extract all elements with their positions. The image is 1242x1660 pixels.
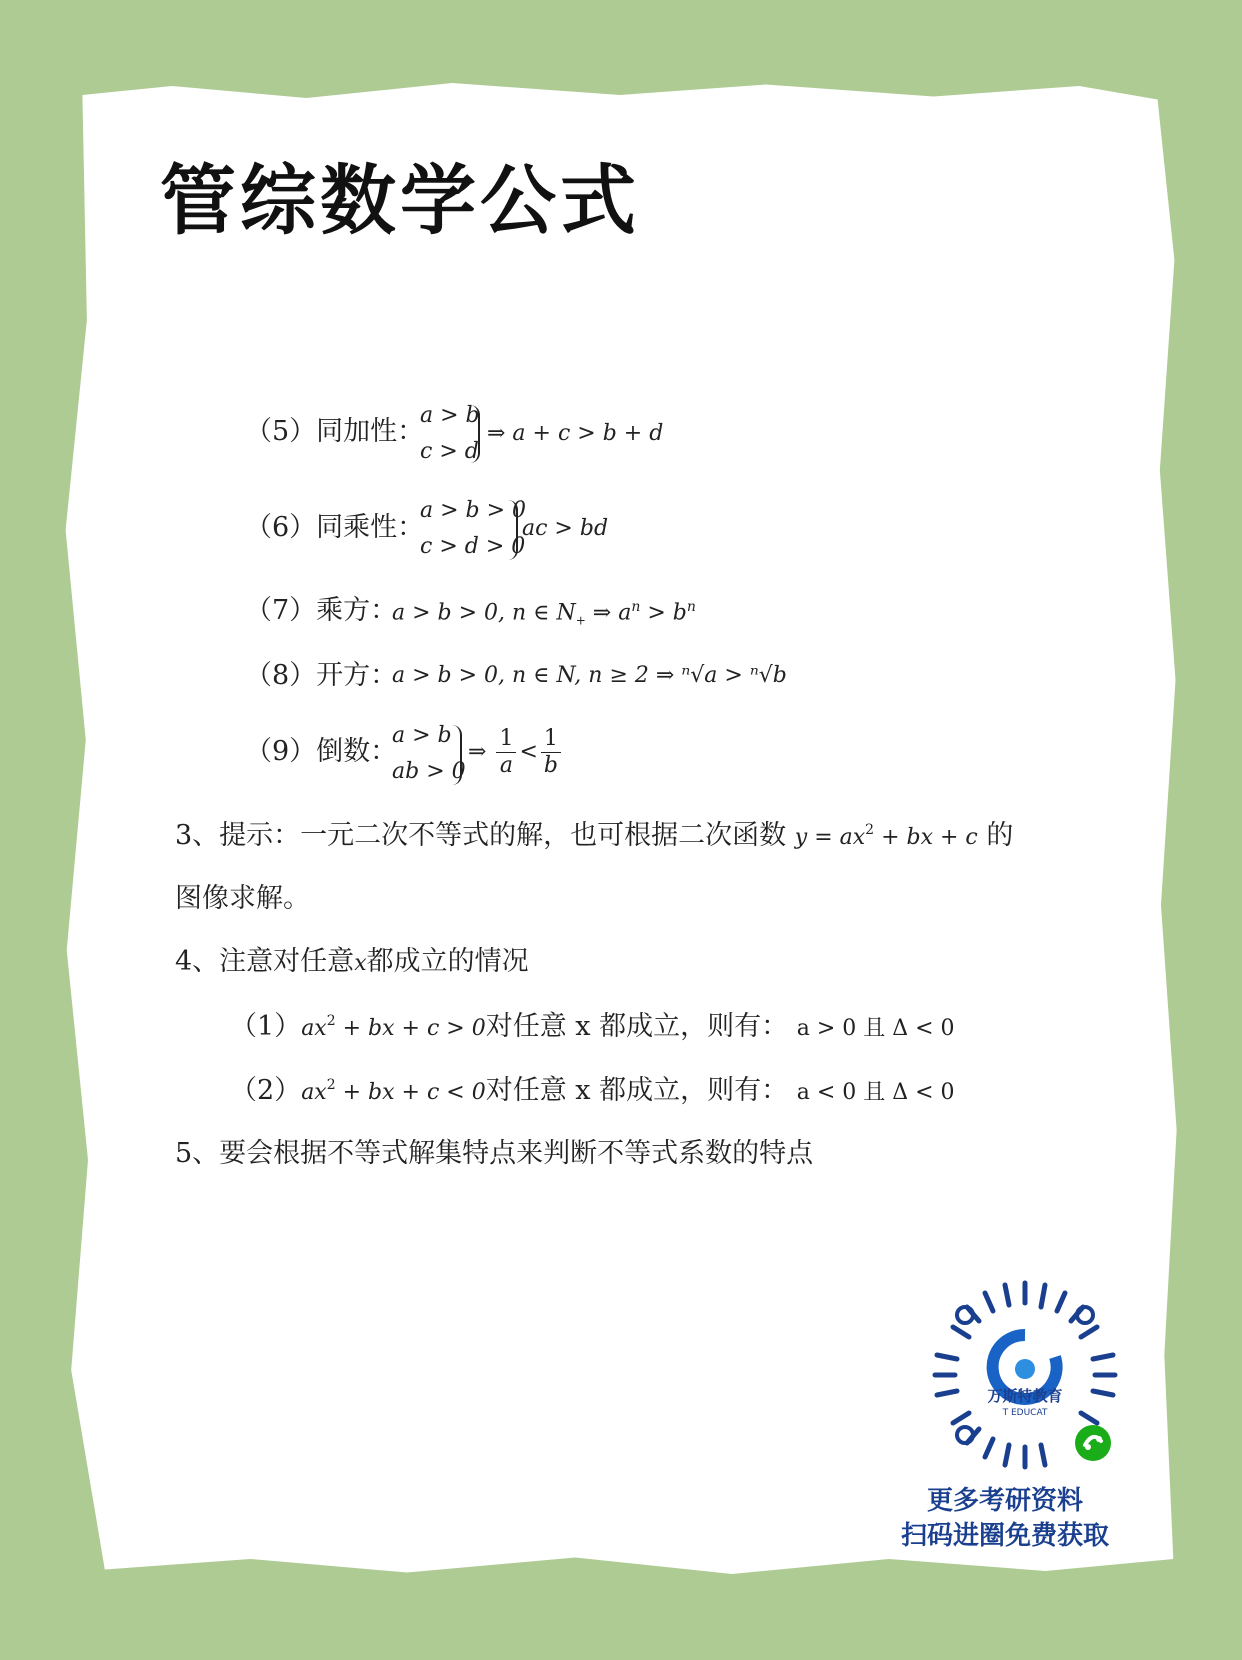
paragraph-3-sup: 2 (865, 822, 875, 838)
qr-caption-1: 更多考研资料 (926, 1486, 1083, 1516)
item-8-label: （8）开方： (245, 660, 398, 691)
item-7-result-2: > b (640, 600, 687, 626)
sub-item-2-text: 对任意 x 都成立，则有： (485, 1075, 789, 1106)
sub-item-1-m1: ax (301, 1016, 327, 1041)
item-9-frac-1: $\frac{1}{a}$ (496, 728, 516, 777)
item-9-cond-1: a > b (392, 723, 452, 748)
sub-item-1-m2: + bx + c > 0 (335, 1016, 486, 1041)
qr-code-icon[interactable] (925, 1275, 1125, 1475)
sub-item-2-m1: ax (301, 1080, 327, 1105)
paragraph-5: 5、要会根据不等式解集特点来判断不等式系数的特点 (175, 1138, 814, 1169)
item-8-cond: a > b > 0, n ∈ N, n ≥ 2 ⇒ (392, 663, 675, 688)
paragraph-3 (175, 822, 1013, 849)
item-7-expr (392, 600, 696, 627)
sub-item-1-text: 对任意 x 都成立，则有： (485, 1011, 789, 1042)
paragraph-3-math: y = ax (794, 825, 866, 850)
item-9-implies: ⇒ (468, 739, 487, 765)
item-8-root-b: ⁿ√b (749, 663, 787, 688)
item-8-root-a: ⁿ√a (681, 663, 718, 688)
item-9-result (468, 728, 564, 777)
sub-item-2-m2: + bx + c < 0 (335, 1080, 486, 1105)
sub-item-2-cond: a < 0 且 Δ < 0 (796, 1080, 955, 1105)
sub-item-2 (230, 1077, 955, 1104)
sub-item-1-label: （1） (230, 1011, 302, 1042)
qr-brand-en: T EDUCAT (1002, 1408, 1048, 1418)
page-title: 管综数学公式 (160, 156, 640, 245)
qr-caption-2: 扫码进圈免费获取 (900, 1521, 1109, 1551)
item-8-expr (392, 665, 787, 687)
sub-item-1-sup: 2 (326, 1013, 336, 1029)
paragraph-3-text: 3、提示：一元二次不等式的解，也可根据二次函数 (175, 820, 787, 851)
item-9-brace (452, 725, 462, 785)
item-7-result: ⇒ a (592, 600, 632, 626)
item-6-cond-1: a > b > 0 (420, 498, 527, 523)
item-7-cond: a > b > 0, n ∈ N (392, 600, 576, 626)
item-6-result: ac > bd (522, 516, 609, 541)
item-5-cond-1: a > b (420, 403, 480, 428)
paragraph-4-text-2: 都成立的情况 (366, 946, 529, 977)
sub-item-1-cond: a > 0 且 Δ < 0 (796, 1016, 955, 1041)
sub-item-1 (230, 1013, 955, 1040)
item-9-frac-2: $\frac{1}{b}$ (541, 728, 561, 777)
item-7-sub: + (575, 613, 586, 628)
item-9-cond-2: ab > 0 (392, 759, 466, 784)
paragraph-3-line-2: 图像求解。 (175, 883, 310, 914)
item-6-label: （6）同乘性： (245, 512, 425, 543)
item-5-cond-2: c > d (420, 439, 479, 464)
qr-brand: 万斯特教育 (987, 1387, 1063, 1405)
item-6-brace (508, 500, 518, 560)
item-8-gt: > (724, 663, 743, 688)
item-7-sup-1: n (631, 599, 641, 615)
item-5-label: （5）同加性： (245, 416, 425, 447)
item-5-brace (470, 405, 480, 463)
item-7-label: （7）乘方： (245, 595, 398, 626)
paragraph-3-tail: 的 (986, 820, 1014, 851)
item-9-label: （9）倒数： (245, 736, 398, 767)
item-5-result: ⇒ a + c > b + d (487, 421, 664, 446)
paragraph-3-math-2: + bx + c (874, 825, 978, 850)
paragraph-4-text-1: 4、注意对任意 (175, 946, 355, 977)
sub-item-2-sup: 2 (326, 1077, 336, 1093)
item-7-sup-2: n (686, 599, 696, 615)
item-9-lt: < (519, 739, 538, 765)
paragraph-4-var: x (354, 951, 367, 976)
paragraph-4 (175, 948, 529, 975)
item-6-cond-2: c > d > 0 (420, 534, 526, 559)
sub-item-2-label: （2） (230, 1075, 302, 1106)
